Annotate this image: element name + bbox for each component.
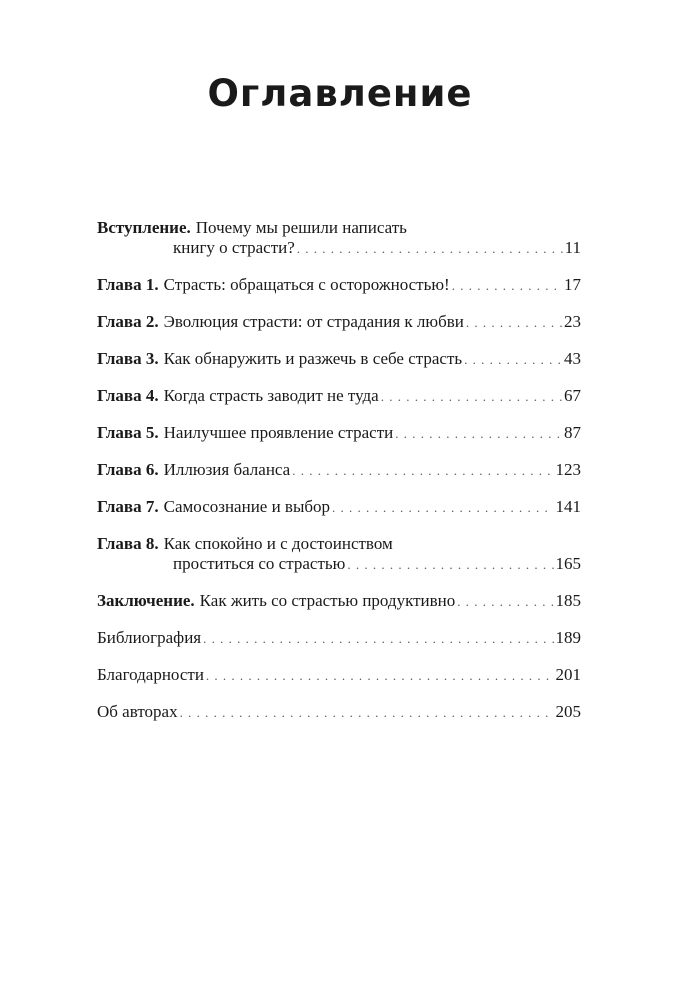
toc-entry-bibliography bbox=[97, 628, 581, 649]
toc-entry-label: Глава 4. bbox=[97, 386, 159, 405]
toc-entry-chapter-6 bbox=[97, 460, 581, 481]
toc-entry-label: Глава 5. bbox=[97, 423, 159, 442]
toc-entry-title: Как жить со страстью продуктивно bbox=[199, 591, 456, 610]
toc-entry-title: Эволюция страсти: от страдания к любви bbox=[163, 312, 464, 331]
toc-entry-chapter-2 bbox=[97, 312, 581, 333]
toc-entry-title: Библиография bbox=[97, 628, 202, 647]
toc-entry-chapter-7 bbox=[97, 497, 581, 518]
toc-entry-label: Глава 2. bbox=[97, 312, 159, 331]
toc-entry-page: 67 bbox=[564, 386, 581, 405]
toc-entry-chapter-3 bbox=[97, 349, 581, 370]
dot-leader bbox=[457, 592, 553, 612]
toc-entry-title: Иллюзия баланса bbox=[163, 460, 291, 479]
toc-entry-page: 123 bbox=[555, 460, 581, 479]
toc-entry-label: Глава 3. bbox=[97, 349, 159, 368]
toc-entry-title: Самосознание и выбор bbox=[163, 497, 331, 516]
dot-leader bbox=[381, 387, 562, 407]
toc-entry-label: Глава 6. bbox=[97, 460, 159, 479]
toc-entry-page: 141 bbox=[555, 497, 581, 516]
toc-entry-page: 23 bbox=[564, 312, 581, 331]
toc-entry-label: Глава 7. bbox=[97, 497, 159, 516]
toc-entry-chapter-5 bbox=[97, 423, 581, 444]
page-title: Оглавление bbox=[207, 72, 473, 115]
dot-leader bbox=[347, 555, 553, 575]
toc-entry-title: Об авторах bbox=[97, 702, 178, 721]
dot-leader bbox=[180, 703, 554, 723]
toc-entry-chapter-4 bbox=[97, 386, 581, 407]
dot-leader bbox=[297, 239, 563, 259]
toc-entry-title: Благодарности bbox=[97, 665, 204, 684]
dot-leader bbox=[292, 461, 553, 481]
toc-entry-chapter-1 bbox=[97, 275, 581, 296]
toc-entry-label: Глава 1. bbox=[97, 275, 159, 294]
toc-entry-acknowledgements bbox=[97, 665, 581, 686]
dot-leader bbox=[452, 276, 562, 296]
toc-entry-about-authors bbox=[97, 702, 581, 723]
toc-entry-conclusion bbox=[97, 591, 581, 612]
toc-entry-title-line2: книгу о страсти? bbox=[173, 238, 295, 257]
toc-entry-title: Наилучшее проявление страсти bbox=[163, 423, 394, 442]
toc-entry-page: 185 bbox=[555, 591, 581, 610]
toc-entry-page: 17 bbox=[564, 275, 581, 294]
toc-entry-title-line1: Как спокойно и с достоинством bbox=[163, 534, 393, 553]
toc-entry-page: 87 bbox=[564, 423, 581, 442]
table-of-contents bbox=[97, 218, 581, 739]
toc-entry-page: 189 bbox=[555, 628, 581, 647]
toc-entry-title: Когда страсть заводит не туда bbox=[163, 386, 379, 405]
toc-entry-intro bbox=[97, 218, 581, 259]
toc-entry-page: 205 bbox=[555, 702, 581, 721]
dot-leader bbox=[464, 350, 562, 370]
toc-entry-title-line1: Почему мы решили написать bbox=[195, 218, 407, 237]
toc-entry-title: Страсть: обращаться с осторожностью! bbox=[163, 275, 450, 294]
dot-leader bbox=[395, 424, 562, 444]
toc-entry-page: 11 bbox=[564, 238, 581, 257]
dot-leader bbox=[206, 666, 554, 686]
dot-leader bbox=[332, 498, 553, 518]
toc-entry-page: 165 bbox=[555, 554, 581, 573]
toc-entry-page: 43 bbox=[564, 349, 581, 368]
toc-entry-title-line2: проститься со страстью bbox=[173, 554, 346, 573]
dot-leader bbox=[203, 629, 553, 649]
dot-leader bbox=[466, 313, 562, 333]
toc-entry-label: Заключение. bbox=[97, 591, 195, 610]
toc-entry-label: Глава 8. bbox=[97, 534, 159, 553]
toc-entry-label: Вступление. bbox=[97, 218, 191, 237]
toc-entry-page: 201 bbox=[555, 665, 581, 684]
toc-entry-chapter-8 bbox=[97, 534, 581, 575]
toc-entry-title: Как обнаружить и разжечь в себе страсть bbox=[163, 349, 463, 368]
